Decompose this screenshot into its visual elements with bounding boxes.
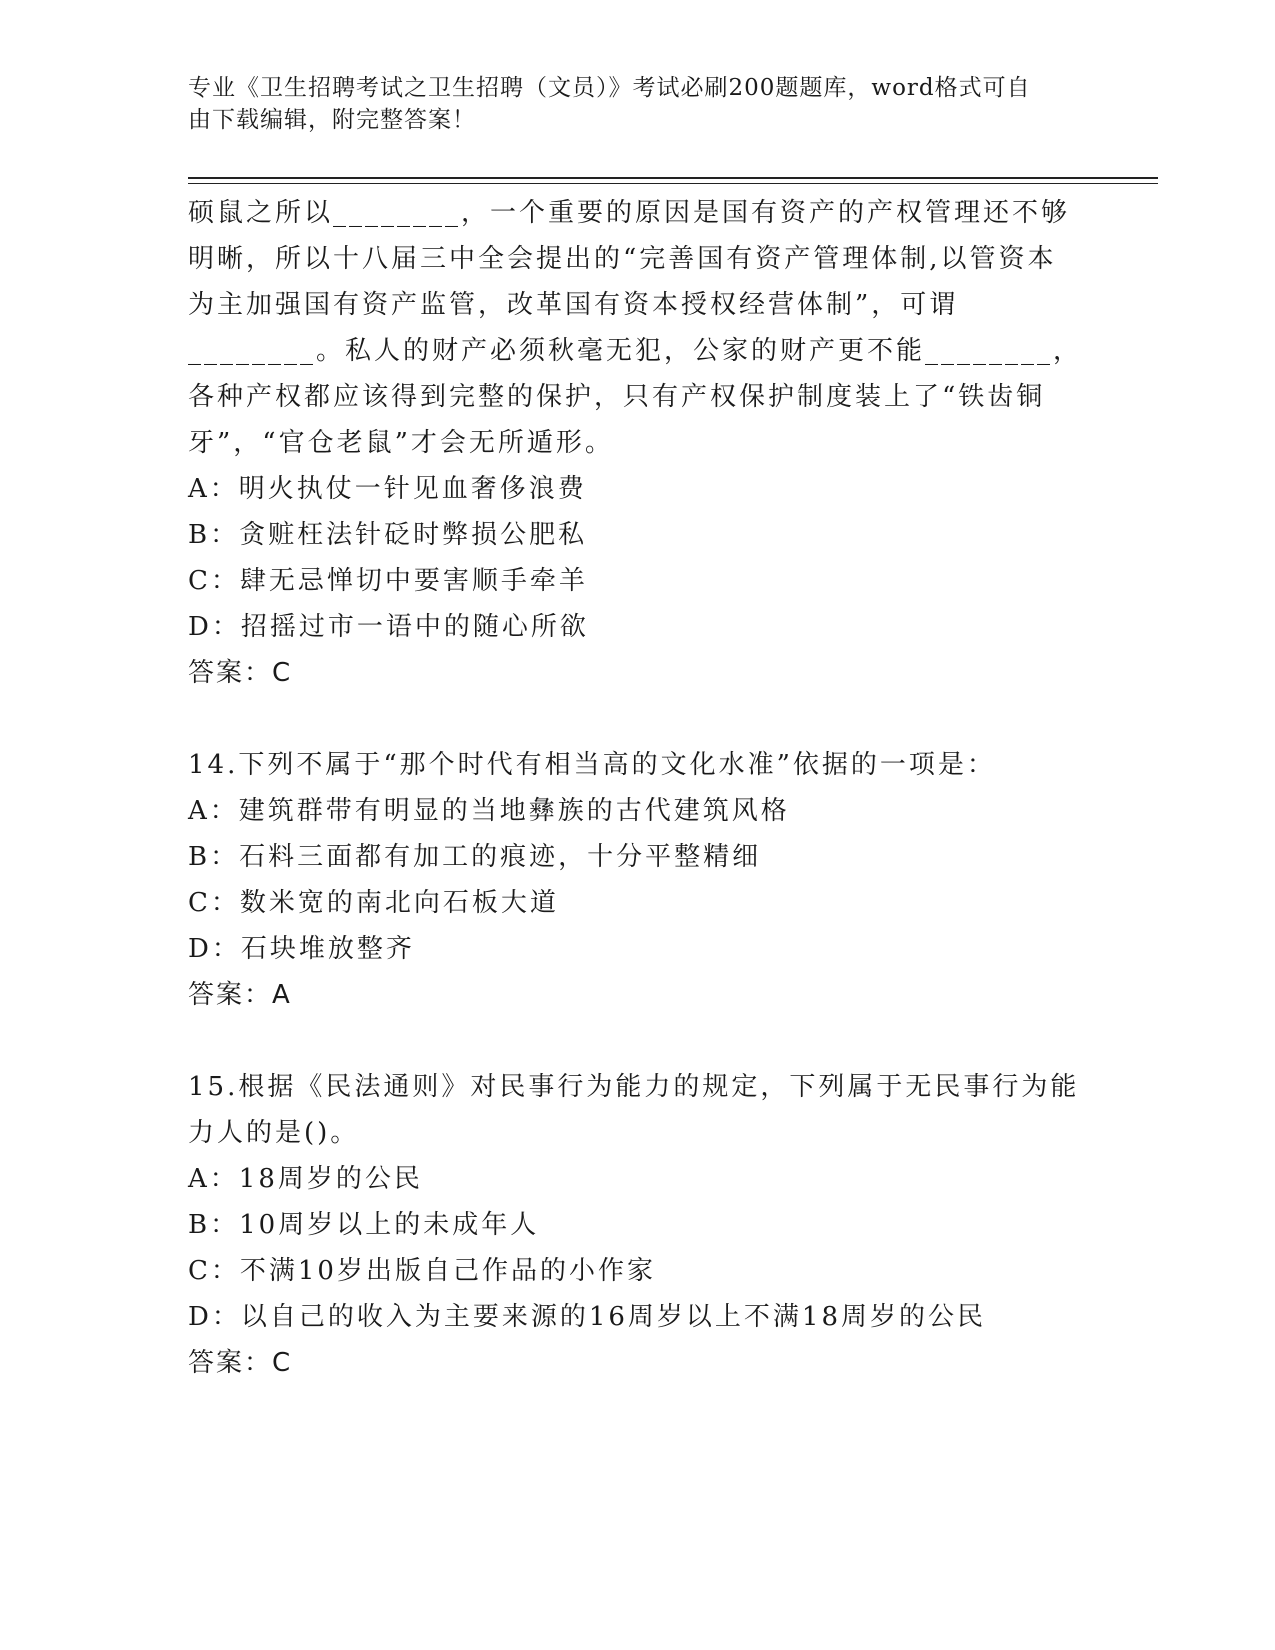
header-line: 专业《卫生招聘考试之卫生招聘（文员）》考试必刷200题题库，word格式可自 (188, 75, 1031, 101)
question-text: 各种产权都应该得到完整的保护，只有产权保护制度装上了“铁齿铜 (188, 382, 1046, 412)
option-c: C：数米宽的南北向石板大道 (188, 888, 559, 918)
question-text: 力人的是()。 (188, 1118, 360, 1148)
option-a: A：18周岁的公民 (188, 1164, 423, 1194)
header-divider (188, 183, 1158, 184)
question-text: 硕鼠之所以________，一个重要的原因是国有资产的产权管理还不够 (188, 198, 1071, 228)
question-15 (188, 1064, 1088, 1386)
option-b: B：石料三面都有加工的痕迹，十分平整精细 (188, 842, 762, 872)
document-header (188, 72, 1088, 136)
question-text: 14.下列不属于“那个时代有相当高的文化水准”依据的一项是： (188, 750, 996, 780)
question-text: ________。私人的财产必须秋毫无犯，公家的财产更不能________， (188, 336, 1083, 366)
option-a: A：建筑群带有明显的当地彝族的古代建筑风格 (188, 796, 790, 826)
question-text: 为主加强国有资产监管，改革国有资本授权经营体制”，可谓 (188, 290, 959, 320)
question-text: 明晰，所以十八届三中全会提出的“完善国有资产管理体制,以管资本 (188, 244, 1057, 274)
answer-label: 答案：C (188, 658, 293, 688)
option-b: B：贪赃枉法针砭时弊损公肥私 (188, 520, 588, 550)
option-a: A：明火执仗一针见血奢侈浪费 (188, 474, 587, 504)
question-text: 牙”，“官仓老鼠”才会无所遁形。 (188, 428, 614, 458)
answer-label: 答案：C (188, 1348, 293, 1378)
question-text: 15.根据《民法通则》对民事行为能力的规定，下列属于无民事行为能 (188, 1072, 1080, 1102)
option-c: C：不满10岁出版自己作品的小作家 (188, 1256, 656, 1286)
question-list (188, 190, 1088, 1386)
option-c: C：肆无忌惮切中要害顺手牵羊 (188, 566, 588, 596)
question-13 (188, 190, 1088, 696)
header-line: 由下载编辑，附完整答案！ (188, 107, 476, 133)
header-divider (188, 177, 1158, 179)
option-d: D：以自己的收入为主要来源的16周岁以上不满18周岁的公民 (188, 1302, 987, 1332)
spacer (188, 696, 1088, 742)
question-14 (188, 742, 1088, 1018)
option-d: D：招摇过市一语中的随心所欲 (188, 612, 589, 642)
answer-label: 答案：A (188, 980, 292, 1010)
option-d: D：石块堆放整齐 (188, 934, 415, 964)
option-b: B：10周岁以上的未成年人 (188, 1210, 540, 1240)
spacer (188, 1018, 1088, 1064)
